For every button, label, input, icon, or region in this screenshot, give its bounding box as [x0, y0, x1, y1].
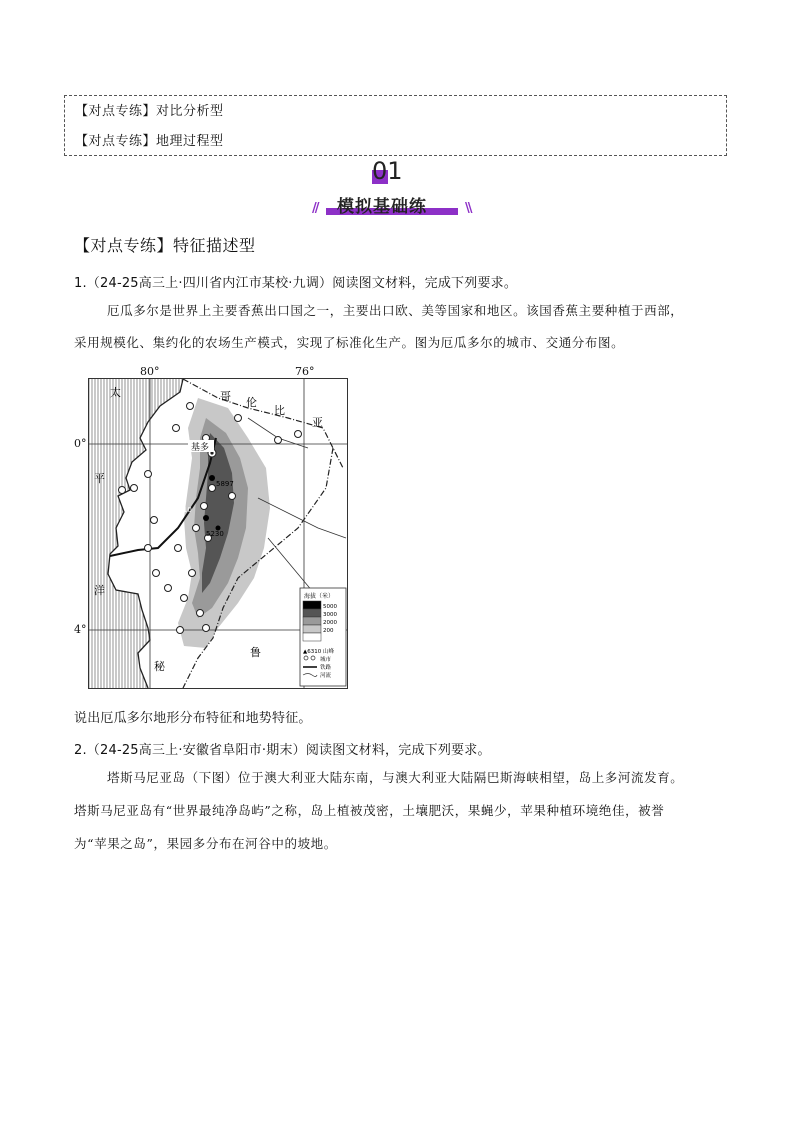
question-2-paragraph-line: 为“苹果之岛”，果园多分布在河谷中的坡地。	[74, 836, 337, 851]
elevation-peak-area	[203, 515, 209, 521]
toc-item-tag: 【对点专练】	[75, 104, 157, 119]
section-right-deco: \\	[465, 201, 471, 216]
legend-item: ▲6310 山峰	[303, 649, 334, 655]
elevation-peak-area	[209, 475, 215, 481]
topic-text: 特征描述型	[173, 236, 256, 255]
toc-box	[64, 95, 727, 156]
ocean-label: 平	[94, 472, 105, 485]
map-lat-label: 0°	[74, 437, 87, 450]
legend-level: 5000	[323, 604, 337, 610]
toc-item-text: 对比分析型	[156, 104, 224, 119]
country-label: 秘	[154, 660, 165, 673]
legend-level: 200	[323, 628, 334, 634]
ocean-label: 太	[110, 386, 121, 399]
legend-item: 河流	[320, 673, 332, 679]
country-label: 哥	[220, 390, 231, 403]
country-label: 亚	[312, 416, 323, 429]
question-1-prompt: 说出厄瓜多尔地形分布特征和地势特征。	[74, 711, 312, 726]
question-2-heading: 2.（24-25高三上·安徽省阜阳市·期末）阅读图文材料，完成下列要求。	[74, 743, 491, 758]
country-label: 比	[274, 404, 285, 417]
question-2-paragraph-line: 塔斯马尼亚岛（下图）位于澳大利亚大陆东南，与澳大利亚大陆隔巴斯海峡相望，岛上多河流发育。	[107, 770, 684, 785]
toc-item-text: 地理过程型	[156, 134, 224, 149]
question-1-paragraph-line: 采用规模化、集约化的农场生产模式，实现了标准化生产。图为厄瓜多尔的城市、交通分布图。	[74, 335, 625, 350]
topic-heading	[74, 233, 256, 256]
section-title: 模拟基础练	[337, 197, 427, 217]
legend-item: 城市	[320, 657, 332, 663]
toc-item[interactable]	[75, 130, 224, 149]
map-legend	[300, 588, 346, 686]
capital-label: 基多	[191, 443, 210, 453]
legend-level: 3000	[323, 612, 337, 618]
map-lat-label: 4°	[74, 623, 87, 636]
question-1-heading: 1.（24-25高三上·四川省内江市某校·九调）阅读图文材料，完成下列要求。	[74, 276, 518, 291]
map-lon-label: 80°	[140, 365, 160, 378]
peak-label: 5897	[216, 480, 234, 488]
ecuador-map	[88, 378, 348, 689]
ocean-label: 洋	[94, 584, 105, 597]
peak-label: 6310	[174, 506, 192, 514]
legend-level: 2000	[323, 620, 337, 626]
peak-label: 5230	[206, 530, 224, 538]
section-number: 01	[372, 157, 403, 185]
toc-item[interactable]	[75, 100, 224, 119]
toc-item-tag: 【对点专练】	[75, 134, 157, 149]
section-left-deco: //	[312, 201, 318, 216]
country-label: 鲁	[250, 646, 261, 659]
question-1-paragraph-line: 厄瓜多尔是世界上主要香蕉出口国之一，主要出口欧、美等国家和地区。该国香蕉主要种植于西部，	[107, 303, 684, 318]
country-label: 伦	[246, 396, 257, 409]
topic-tag: 【对点专练】	[74, 236, 174, 255]
map-lon-label: 76°	[295, 365, 315, 378]
question-2-paragraph-line: 塔斯马尼亚岛有“世界最纯净岛屿”之称，岛上植被茂密，土壤肥沃，果蝇少，苹果种植环境绝佳，被誉	[74, 803, 665, 818]
legend-item: 铁路	[320, 665, 332, 671]
legend-title: 海拔（米）	[304, 593, 335, 600]
